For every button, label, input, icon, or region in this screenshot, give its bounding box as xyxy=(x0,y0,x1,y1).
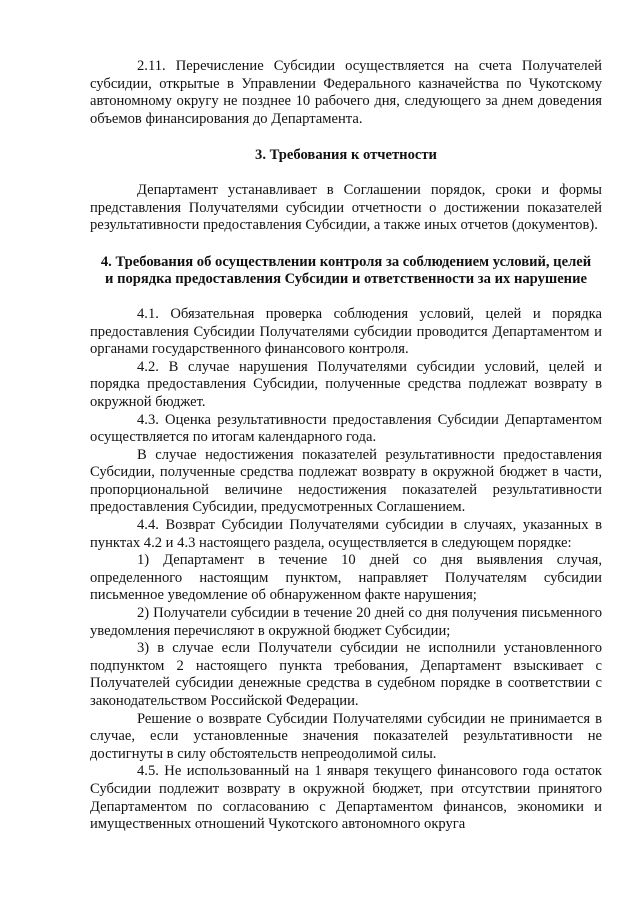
paragraph-4-2: 4.2. В случае нарушения Получателями субсидии условий, целей и порядка предоставления Субсидии, полученные средства подлежат возврату в окружной бюджет. xyxy=(90,358,602,410)
paragraph-4-5: 4.5. Не использованный на 1 января текущего финансового года остаток Субсидии подлежит возврату в окружной бюджет, при отсутствии принятого Департаментом по согласованию с Департаментом финансов, экономики и имущественных отношений Чукотского автономного округа xyxy=(90,763,602,833)
paragraph-2-11: 2.11. Перечисление Субсидии осуществляется на счета Получателей субсидии, открытые в Управлении Федерального казначейства по Чукотскому автономному округу не позднее 10 рабочего дня, следующего за днем доведения объемов финансирования до Департамента. xyxy=(90,58,602,127)
paragraph-4-4-exception: Решение о возврате Субсидии Получателями субсидии не принимается в случае, если установленные значения показателей результативности не достигнуты в силу обстоятельств непреодолимой силы. xyxy=(90,710,602,762)
section-3-heading: 3. Требования к отчетности xyxy=(255,147,437,164)
paragraph-4-3-shortfall: В случае недостижения показателей результативности предоставления Субсидии, полученные средства подлежат возврату в окружной бюджет в части, пропорциональной величине недостижения показателей результативности предоставления Субсидии, предусмотренных Соглашением. xyxy=(90,446,602,516)
section-4-heading-line2: и порядка предоставления Субсидии и ответственности за их нарушение xyxy=(105,271,587,288)
paragraph-4-4-item-1: 1) Департамент в течение 10 дней со дня выявления случая, определенного настоящим пунктом, направляет Получателям субсидии письменное уведомление об обнаруженном факте нарушения; xyxy=(90,552,602,604)
paragraph-4-4: 4.4. Возврат Субсидии Получателями субсидии в случаях, указанных в пунктах 4.2 и 4.3 настоящего раздела, осуществляется в следующем порядке: xyxy=(90,517,602,551)
paragraph-4-3: 4.3. Оценка результативности предоставления Субсидии Департаментом осуществляется по итогам календарного года. xyxy=(90,411,602,446)
section-4-heading-line1: 4. Требования об осуществлении контроля за соблюдением условий, целей xyxy=(100,253,592,270)
paragraph-4-4-item-3: 3) в случае если Получатели субсидии не исполнили установленного подпунктом 2 настоящего пункта требования, Департамент взыскивает с Получателей субсидии денежные средства в судебном порядке в соответствии с законодательством Российской Федерации. xyxy=(90,640,602,709)
paragraph-4-1: 4.1. Обязательная проверка соблюдения условий, целей и порядка предоставления Субсидии Получателями субсидии проводится Департаментом и органами государственного финансового контроля. xyxy=(90,305,602,358)
paragraph-4-4-item-2: 2) Получатели субсидии в течение 20 дней со дня получения письменного уведомления перечисляют в окружной бюджет Субсидии; xyxy=(90,605,602,639)
paragraph-3-reporting: Департамент устанавливает в Соглашении порядок, сроки и формы представления Получателями субсидии отчетности о достижении показателей результативности предоставления Субсидии, а также иных отчетов (документов). xyxy=(90,181,602,234)
